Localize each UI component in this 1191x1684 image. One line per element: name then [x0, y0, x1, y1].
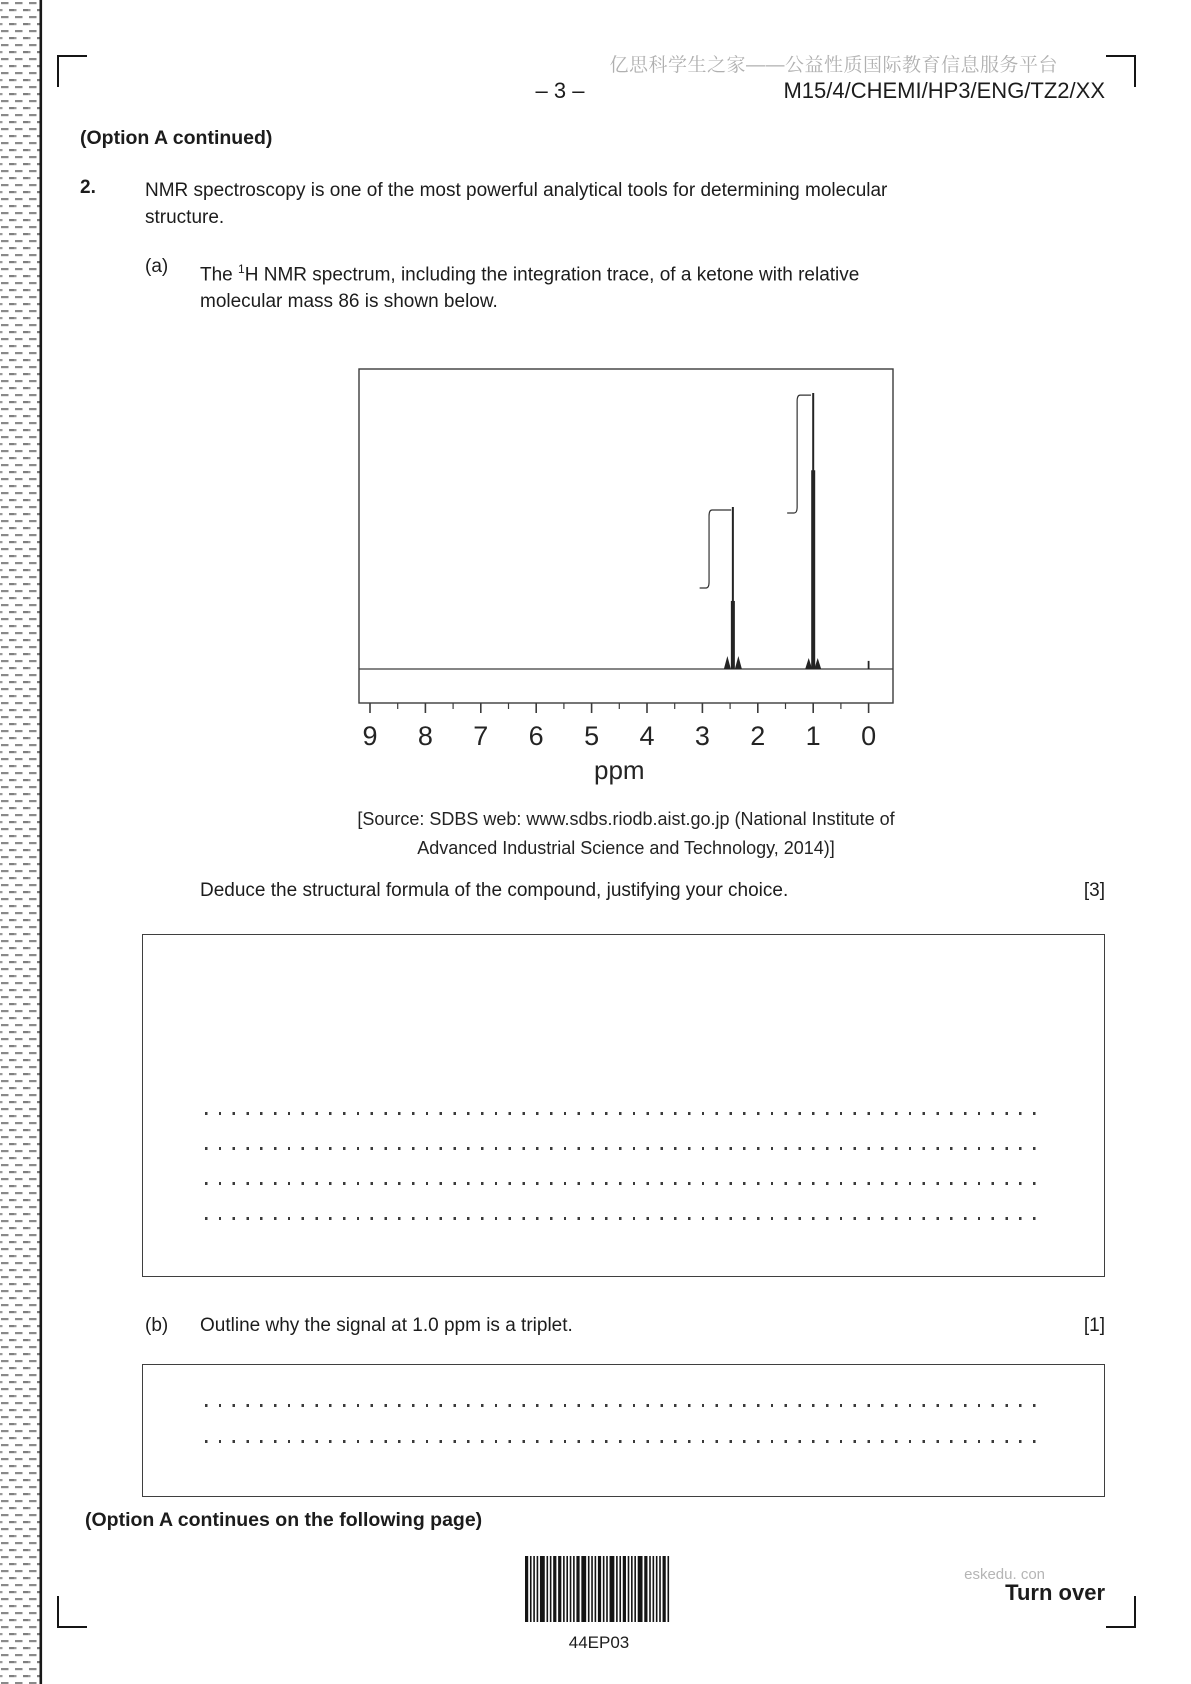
barcode-label: 44EP03: [568, 1633, 630, 1652]
question-stem: [145, 177, 887, 231]
svg-text:4: 4: [639, 721, 655, 751]
footer-watermark: eskedu. con: [964, 1566, 1045, 1583]
svg-text:8: 8: [417, 721, 433, 751]
crop-mark-top-left: [57, 55, 87, 87]
part-b-label: (b): [145, 1315, 169, 1336]
turn-over-label: Turn over: [1005, 1580, 1105, 1605]
crop-mark-bottom-right: [1106, 1596, 1136, 1628]
source-line1: [Source: SDBS web: www.sdbs.riodb.aist.go.jp (National Institute of: [357, 809, 895, 829]
source-line2: Advanced Industrial Science and Technology, 2014)]: [417, 838, 835, 858]
part-a-intro-prefix: The: [200, 264, 239, 286]
paper-code: M15/4/CHEMI/HP3/ENG/TZ2/XX: [783, 78, 1105, 103]
part-a-intro: [200, 256, 859, 315]
question-stem-line2: structure.: [145, 207, 225, 228]
part-a-intro-line1: [200, 256, 859, 288]
barcode: [524, 1556, 674, 1632]
question-stem-line1: NMR spectroscopy is one of the most powerful analytical tools for determining molecular: [145, 180, 888, 201]
binding-edge-pattern: [0, 0, 43, 1684]
part-a-label: (a): [145, 256, 169, 277]
answer-dotted-line: [205, 1404, 1046, 1407]
option-continues-footer: (Option A continues on the following page): [85, 1509, 483, 1531]
svg-text:0: 0: [861, 721, 877, 751]
crop-mark-top-right: [1106, 55, 1136, 87]
svg-text:5: 5: [584, 721, 600, 751]
nmr-spectrum: [345, 360, 905, 800]
part-a-prompt: Deduce the structural formula of the compound, justifying your choice.: [200, 880, 789, 901]
answer-dotted-line: [205, 1440, 1046, 1443]
svg-text:7: 7: [473, 721, 489, 751]
svg-text:9: 9: [362, 721, 378, 751]
part-a-intro-rest: H NMR spectrum, including the integration trace, of a ketone with relative: [244, 264, 860, 286]
answer-box-part-b: [142, 1364, 1105, 1497]
h1-superscript: 1: [238, 262, 245, 276]
svg-text:ppm: ppm: [594, 755, 645, 785]
crop-mark-bottom-left: [57, 1596, 87, 1628]
part-b-prompt: Outline why the signal at 1.0 ppm is a triplet.: [200, 1315, 573, 1336]
header-watermark: 亿思科学生之家——公益性质国际教育信息服务平台: [609, 55, 1058, 76]
svg-text:6: 6: [528, 721, 544, 751]
part-b-marks: [1]: [1083, 1315, 1105, 1336]
source-citation: [246, 805, 1006, 863]
answer-dotted-line: [205, 1147, 1046, 1150]
answer-dotted-line: [205, 1182, 1046, 1185]
part-a-intro-line2: molecular mass 86 is shown below.: [200, 291, 498, 313]
svg-text:2: 2: [750, 721, 766, 751]
part-a-marks: [3]: [1083, 880, 1105, 901]
page-number: – 3 –: [535, 78, 585, 103]
answer-dotted-line: [205, 1112, 1046, 1115]
answer-box-part-a: [142, 934, 1105, 1277]
svg-text:1: 1: [805, 721, 821, 751]
svg-text:3: 3: [694, 721, 710, 751]
question-number: 2.: [80, 177, 96, 198]
option-continued-heading: (Option A continued): [80, 127, 273, 149]
answer-dotted-line: [205, 1217, 1046, 1220]
